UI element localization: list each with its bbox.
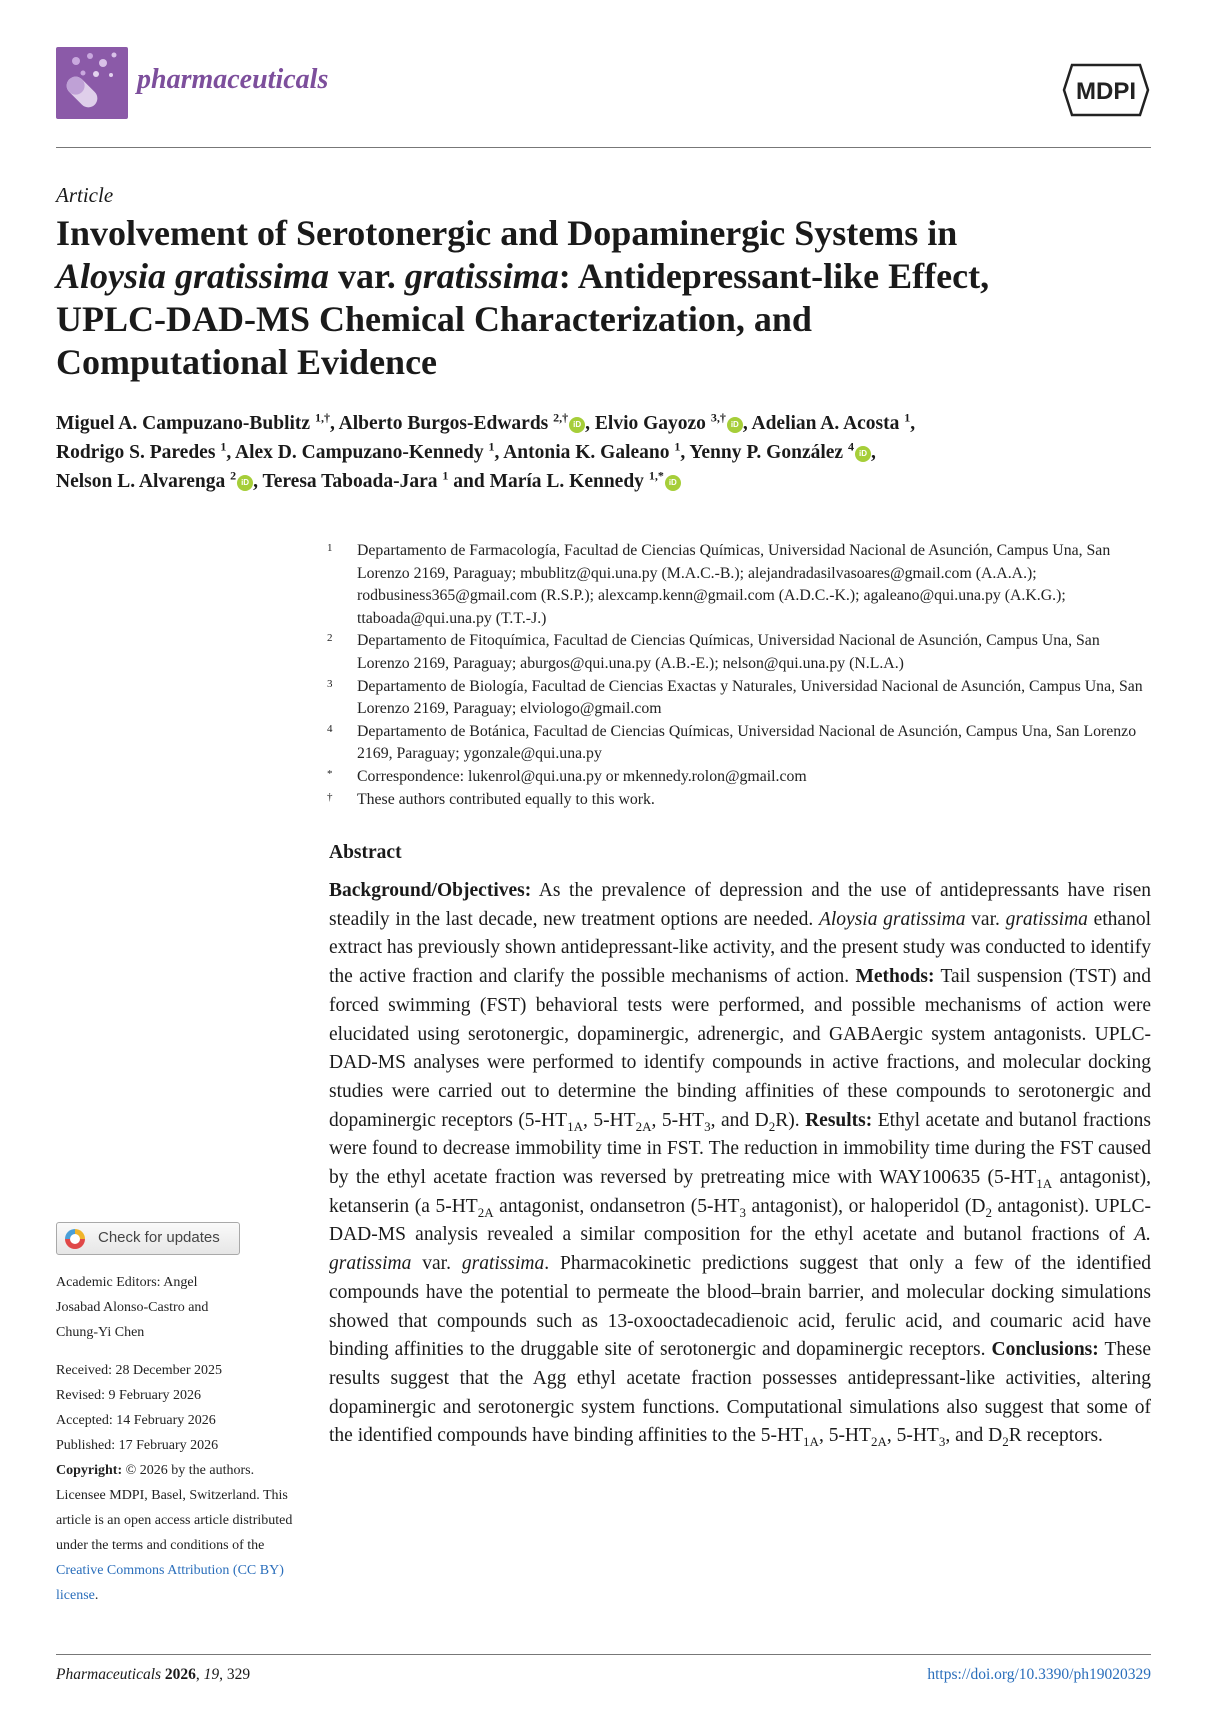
affiliation-text: Departamento de Botánica, Facultad de Ciencias Químicas, Universidad Nacional de Asunción, Campus Una, San Lorenzo 2169, Paraguay; ygonzale@qui.una.py (357, 722, 1137, 763)
title-line: Involvement of Serotonergic and Dopaminergic Systems in (56, 213, 958, 253)
equal-contribution-note (325, 789, 1155, 812)
subscript: 1A (567, 1118, 583, 1134)
author (56, 468, 263, 492)
affiliation-number: 2 (327, 632, 333, 645)
affiliations (325, 540, 1155, 811)
author-name: Alberto Burgos-Edwards (338, 413, 549, 434)
orcid-icon[interactable]: iD (727, 417, 743, 433)
license-link[interactable]: Creative Commons Attribution (CC BY) license (56, 1563, 284, 1603)
abstract-text: , and D (710, 1109, 769, 1131)
author-affiliation-marker: 1,* (648, 468, 664, 483)
author-affiliation-marker: 2 (230, 468, 237, 483)
subscript: 2A (870, 1434, 887, 1450)
abstract-text: R). (775, 1109, 806, 1131)
abstract-text: Ethyl acetate and butanol fractions were found to decrease immobility time in FST. The reduction in immobility time during the FST caused by the ethyl acetate fraction was reversed by pretreating mice with WAY100635 (5-HT (329, 1109, 1151, 1189)
abstract-text: antagonist), ketanserin (a 5-HT (329, 1167, 1151, 1217)
author-affiliation-marker: 3,† (710, 410, 726, 425)
author-separator: , (585, 413, 595, 434)
author (489, 468, 681, 492)
abstract-variety: gratissima (1005, 908, 1088, 930)
footer-journal: Pharmaceuticals (56, 1666, 162, 1683)
footer-divider (56, 1654, 1151, 1655)
subscript: 2 (985, 1204, 992, 1220)
title-line: Computational Evidence (56, 342, 438, 382)
correspondence-text: Correspondence: lukenrol@qui.una.py or mkennedy.rolon@gmail.com (357, 767, 807, 785)
affiliation-text: Departamento de Fitoquímica, Facultad de Ciencias Químicas, Universidad Nacional de Asunción, Campus Una, San Lorenzo 2169, Paraguay; aburgos@qui.una.py (A.B.-E.); nelson@qui.una.py (N.L.A.) (357, 632, 1100, 672)
author-affiliation-marker: 1 (220, 439, 227, 454)
footer-volume: 19 (203, 1666, 220, 1683)
abstract-variety: gratissima (461, 1253, 545, 1275)
citation: Pharmaceuticals 2026, 19, 329 (56, 1666, 251, 1683)
author-affiliation-marker: 1 (488, 439, 495, 454)
abstract-text: As the prevalence of depression and the use of antidepressants have risen steadily in the last decade, new treatment options are needed. (329, 880, 1151, 930)
abstract-label-conclusions: Conclusions: (991, 1339, 1099, 1361)
abstract-text: , 5-HT (582, 1109, 636, 1131)
subscript: 2 (1002, 1434, 1009, 1450)
abstract-text: antagonist), or haloperidol (D (745, 1195, 986, 1217)
author (338, 410, 595, 434)
affiliation-number: 3 (327, 677, 333, 690)
journal-name[interactable]: pharmaceuticals (137, 64, 329, 95)
abstract-heading: Abstract (329, 842, 402, 863)
author-name: Nelson L. Alvarenga (56, 471, 226, 492)
author (751, 410, 916, 434)
academic-editors: Academic Editors: Angel Josabad Alonso-Castro and Chung-Yi Chen (56, 1275, 209, 1340)
subscript: 3 (938, 1434, 946, 1450)
abstract-species: Aloysia gratissima (818, 908, 966, 930)
affiliation-text: Departamento de Biología, Facultad de Ciencias Exactas y Naturales, Universidad Nacional de Asunción, Campus Una, San Lorenzo 2169, Paraguay; elviologo@gmail.com (357, 677, 1143, 718)
date-accepted: Accepted: 14 February 2026 (56, 1413, 216, 1428)
author-name: Alex D. Campuzano-Kennedy (235, 442, 484, 463)
affiliation-number: 4 (327, 722, 333, 735)
mdpi-logo-text: MDPI (1076, 78, 1136, 105)
check-updates-label: Check for updates (98, 1229, 220, 1246)
author (689, 439, 876, 463)
footer-year: 2026 (164, 1666, 196, 1683)
author-name: Adelian A. Acosta (751, 413, 900, 434)
author-separator: , (226, 442, 235, 463)
author-affiliation-marker: 1 (904, 410, 911, 425)
affiliation-number: † (327, 790, 333, 803)
subscript: 1A (803, 1434, 819, 1450)
author (56, 439, 235, 463)
abstract-text: , and D (945, 1425, 1003, 1447)
author-affiliation-marker: 4 (847, 439, 854, 454)
affiliation-item (325, 676, 1155, 721)
abstract-text: ethanol extract has previously shown antidepressant-like activity, and the present study was conducted to identify the active fraction and clarify the possible mechanisms of action. (329, 908, 1151, 988)
copyright-notice (56, 1458, 294, 1608)
abstract-body (329, 877, 1151, 1451)
author-name: Miguel A. Campuzano-Bublitz (56, 413, 311, 434)
doi-link[interactable]: https://doi.org/10.3390/ph19020329 (927, 1666, 1151, 1683)
author-name: Teresa Taboada-Jara (262, 471, 438, 492)
author-separator: and (448, 471, 490, 492)
equal-contribution-text: These authors contributed equally to this work. (357, 790, 655, 808)
title-text: : Antidepressant-like Effect, (558, 256, 990, 296)
mdpi-logo[interactable] (1062, 63, 1150, 117)
author (503, 439, 690, 463)
author-name: Rodrigo S. Paredes (56, 442, 216, 463)
orcid-icon[interactable]: iD (569, 417, 585, 433)
abstract-text: , 5-HT (886, 1425, 939, 1447)
subscript: 3 (739, 1204, 746, 1220)
author-separator: , (680, 442, 690, 463)
author-separator: , (742, 413, 752, 434)
copyright-text: © 2026 by the authors. Licensee MDPI, Basel, Switzerland. This article is an open access article distributed under the terms and conditions of the (56, 1463, 293, 1553)
author (262, 468, 490, 492)
author-line (56, 467, 1156, 496)
subscript: 2 (768, 1118, 776, 1134)
author (235, 439, 504, 463)
title-line (56, 255, 1156, 298)
orcid-icon[interactable]: iD (855, 446, 871, 462)
author-separator: , (870, 442, 876, 463)
author (56, 410, 339, 434)
abstract-text: antagonist). UPLC-DAD-MS analysis revealed a similar composition for the ethyl acetate and butanol fractions of (329, 1195, 1151, 1246)
title-species: Aloysia gratissima (56, 256, 330, 296)
title-variety: gratissima (404, 256, 559, 296)
abstract-species: A. gratissima (329, 1224, 1151, 1275)
header-divider (56, 147, 1151, 148)
article-type: Article (56, 183, 114, 207)
date-revised: Revised: 9 February 2026 (56, 1388, 202, 1403)
author-affiliation-marker: 1,† (314, 410, 330, 425)
subscript: 2A (477, 1204, 494, 1220)
abstract-text: Tail suspension (TST) and forced swimming (FST) behavioral tests were performed, and possible mechanisms of action were elucidated using serotonergic, dopaminergic, adrenergic, and GABAergic system antagonists. UPLC-DAD-MS analyses were performed to identify compounds in active fractions, and molecular docking studies were carried out to determine the binding affinities of these compounds to serotonergic and dopaminergic receptors (5-HT (329, 966, 1151, 1131)
abstract-label-methods: Methods: (855, 966, 935, 988)
affiliation-item (325, 721, 1155, 766)
author-name: Yenny P. González (689, 442, 844, 463)
abstract-label-background: Background/Objectives: (329, 880, 532, 901)
abstract-text: R receptors. (1008, 1425, 1103, 1447)
orcid-icon[interactable]: iD (665, 475, 681, 491)
abstract-text: , 5-HT (651, 1109, 705, 1131)
abstract-text: . Pharmacokinetic predictions suggest that only a few of the identified compounds have the potential to permeate the blood–brain barrier, and molecular docking simulations showed that compounds such as 13-oxooctadecadienoic acid, ferulic acid, and coumaric acid have binding affinities to the druggable site of serotonergic and dopaminergic receptors. (329, 1253, 1152, 1361)
affiliation-number: * (327, 767, 333, 780)
author-name: Elvio Gayozo (594, 413, 706, 434)
author-name: Antonia K. Galeano (503, 442, 670, 463)
subscript: 2A (635, 1118, 652, 1134)
check-for-updates-button[interactable] (56, 1222, 240, 1255)
article-title (56, 212, 1156, 384)
author-affiliation-marker: 2,† (553, 410, 569, 425)
abstract-text: These results suggest that the Agg ethyl acetate fraction possesses antidepressant-like activities, altering dopaminergic and serotonergic system functions. Computational simulations also suggest that some of the identified compounds have binding affinities to the 5-HT (329, 1339, 1151, 1447)
author-name: María L. Kennedy (489, 471, 644, 492)
title-text: var. (329, 256, 405, 296)
author-affiliation-marker: 1 (442, 468, 449, 483)
affiliation-number: 1 (327, 542, 333, 554)
author-separator: , (910, 413, 916, 434)
abstract-label-results: Results: (805, 1109, 873, 1131)
affiliation-text: Departamento de Farmacología, Facultad de Ciencias Químicas, Universidad Nacional de Asunción, Campus Una, San Lorenzo 2169, Paraguay; mbublitz@qui.una.py (M.A.C.-B.); alejandradasilvasoares@gmail.com (A.A.A.); rodbusiness365@gmail.com (R.S.P.); alexcamp.kenn@gmail.com (A.D.C.-K.); agaleano@qui.una.py (A.K.G.); ttaboada@qui.una.py (T.T.-J.) (357, 542, 1111, 627)
date-received: Received: 28 December 2025 (56, 1363, 222, 1378)
author-list (56, 409, 1156, 496)
copyright-end: . (94, 1588, 99, 1603)
date-published: Published: 17 February 2026 (56, 1438, 219, 1453)
footer-article: , 329 (219, 1666, 251, 1683)
journal-logo-icon (56, 47, 128, 119)
author (594, 410, 752, 434)
subscript: 3 (704, 1118, 711, 1134)
correspondence-item (325, 766, 1155, 789)
check-updates-icon (65, 1229, 85, 1249)
author-separator: , (494, 442, 504, 463)
title-line: UPLC-DAD-MS Chemical Characterization, and (56, 299, 812, 339)
author-affiliation-marker: 1 (674, 439, 681, 454)
subscript: 1A (1036, 1175, 1053, 1191)
copyright-label: Copyright: (56, 1463, 123, 1478)
orcid-icon[interactable]: iD (237, 475, 253, 491)
abstract-text: antagonist, ondansetron (5-HT (493, 1195, 740, 1217)
author-line (56, 438, 1156, 467)
affiliation-item (325, 540, 1155, 630)
abstract-text: , 5-HT (818, 1425, 871, 1447)
abstract-text: var. (411, 1253, 462, 1275)
abstract-text: var. (965, 908, 1006, 930)
author-separator: , (253, 471, 263, 492)
author-separator: , (329, 413, 339, 434)
author-line (56, 409, 1156, 438)
affiliation-item (325, 630, 1155, 675)
